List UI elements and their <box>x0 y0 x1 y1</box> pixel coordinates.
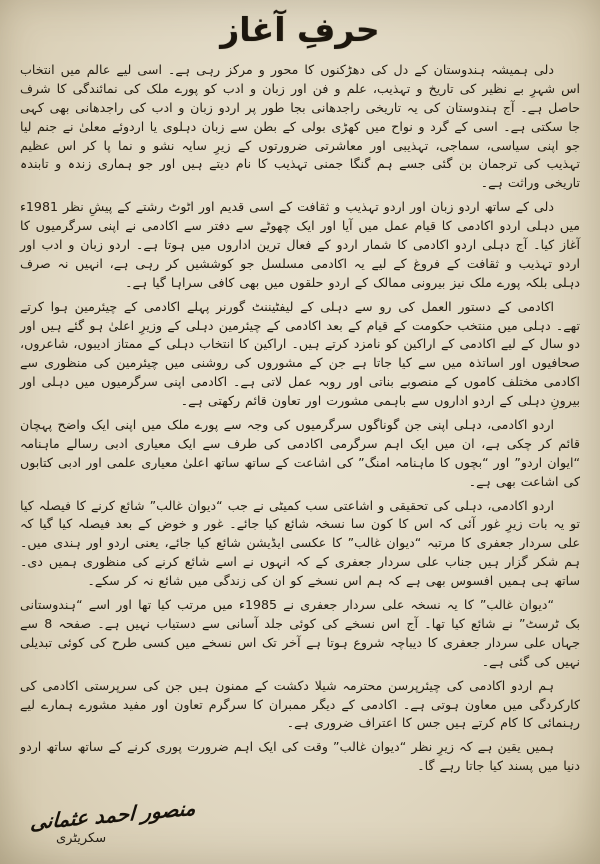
paragraph-5: اردو اکادمی، دہلی کی تحقیقی و اشاعتی سب کمیٹی نے جب “دیوان غالب” شائع کرنے کا فیصلہ کیا تو یہ بات زیرِ غور آئی کہ اس کا کون سا نسخہ شائع کیا جائے۔ غور و خوض کے بعد فیصلہ کیا گیا کہ علی سردار جعفری کا مرتبہ “دیوان غالب” کا عکسی ایڈیشن شائع کیا جائے، یعنی اردو اور ہندی میں۔ ہم شکر گزار ہیں جناب علی سردار جعفری کے کہ انہوں نے اسے شائع کرنے کی منظوری ہمیں دی۔ ساتھ ہی ہمیں افسوس بھی ہے کہ ہم اس نسخے کو ان کی زندگی میں شائع نہ کر سکے۔ <box>20 497 580 589</box>
page-title: حرفِ آغاز <box>220 10 380 49</box>
paragraph-3: اکادمی کے دستور العمل کی رو سے دہلی کے لیفٹیننٹ گورنر پہلے اکادمی کے چیئرمین ہوا کرتے تھے۔ دہلی میں منتخب حکومت کے قیام کے بعد اکادمی کے چیئرمین دہلی کے وزیرِ اعلیٰ ہو گئے ہیں اور دو سال کے لیے اکادمی کے اراکین کو نامزد کرتے ہیں۔ اراکین کا انتخاب دہلی کے ممتاز ادیبوں، شاعروں، صحافیوں اور اساتذہ میں سے کیا جاتا ہے جن کے مشوروں کی روشنی میں چیئرمین کی منظوری سے اکادمی مختلف کاموں کے منصوبے بناتی اور روبہ عمل لاتی ہے۔ اکادمی اپنی سرگرمیوں میں دہلی اور بیرونِ دہلی کے اردو اداروں سے باہمی مشورت اور تعاون قائم رکھتی ہے۔ <box>20 298 580 409</box>
paragraph-4: اردو اکادمی، دہلی اپنی جن گوناگوں سرگرمیوں کی وجہ سے پورے ملک میں اپنی ایک واضح پہچان قائم کر چکی ہے، ان میں ایک اہم سرگرمی اکادمی کی طرف سے ایک معیاری ادبی رسالے ماہنامہ “ایوان اردو” اور “بچوں کا ماہنامہ امنگ” کی اشاعت کے ساتھ ساتھ اعلیٰ معیاری علمی اور ادبی کتابوں کی اشاعت بھی ہے۔ <box>20 417 580 489</box>
paragraph-1: دلی ہمیشہ ہندوستان کے دل کی دھڑکنوں کا محور و مرکز رہی ہے۔ اسی لیے عالم میں انتخاب اس شہرِ بے نظیر کی تاریخ و تہذیب، علم و فن اور زبان و ادب کو پورے ملک کی نمائندگی کا شرف حاصل ہے۔ آج ہندوستان کی یہ تاریخی راجدھانی بجا طور پر اردو زبان و ادب کی راجدھانی بھی کہی جا سکتی ہے۔ اسی کے گرد و نواح میں کھڑی بولی کے بطن سے زبان دہلوی یا اردوئے معلیٰ نے جنم لیا جو اپنی سیاسی، سماجی، تہذیبی اور معاشرتی ضرورتوں کے زیرِ سایہ نشو و نما پا کر اس عظیم تہذیب کی ترجمان بن گئی جسے ہم گنگا جمنی تہذیب کا نام دیتے ہیں اور جو ہماری زندہ و تابندہ تاریخی وراثت ہے۔ <box>20 62 580 191</box>
document-body <box>20 61 580 781</box>
handwritten-signature: منصور احمد عثمانی <box>29 795 197 835</box>
paragraph-7: ہم اردو اکادمی کی چیئرپرسن محترمہ شیلا دکشت کے ممنون ہیں جن کی سرپرستی اکادمی کی کارکردگی میں معاون ہوتی ہے۔ اکادمی کے دیگر ممبران کا سرگرم تعاون اور مفید مشورے ہمارے لیے رہنمائی کا کام کرتے ہیں جس کا اعتراف ضروری ہے۔ <box>20 677 580 731</box>
paragraph-6: “دیوان غالب” کا یہ نسخہ علی سردار جعفری نے 1985ء میں مرتب کیا تھا اور اسے “ہندوستانی بک ٹرسٹ” نے شائع کیا تھا۔ آج اس نسخے کی کوئی جلد آسانی سے دستیاب نہیں ہے۔ صفحہ 8 سے جہاں علی سردار جعفری کا دیباچہ شروع ہوتا ہے آخر تک اس نسخے میں کسی طرح کی کوئی تبدیلی نہیں کی گئی ہے۔ <box>20 597 580 669</box>
paragraph-8: ہمیں یقین ہے کہ زیرِ نظر “دیوان غالب” وقت کی ایک اہم ضرورت پوری کرنے کے ساتھ ساتھ اردو دنیا میں پسند کیا جاتا رہے گا۔ <box>20 739 580 774</box>
signature-designation: سکریٹری <box>56 831 107 846</box>
signature-block <box>20 795 580 848</box>
paragraph-2: دلی کے ساتھ اردو زبان اور اردو تہذیب و ثقافت کے اسی قدیم اور اٹوٹ رشتے کے پیشِ نظر 1981ء میں دہلی اردو اکادمی کا قیام عمل میں آیا اور ایک چھوٹے سے دفتر سے اکادمی نے اپنی سرگرمیوں کا آغاز کیا۔ آج دہلی اردو اکادمی کا شمار اردو کے فعال ترین اداروں میں ہوتا ہے۔ اردو زبان و ادب اور اردو تہذیب و ثقافت کے فروغ کے لیے یہ اکادمی مسلسل جو کوششیں کر رہی ہے، انہیں نہ صرف دہلی بلکہ پورے ملک نیز بیرونی ممالک کے اردو حلقوں میں بھی کافی سراہا گیا ہے۔ <box>20 199 580 290</box>
